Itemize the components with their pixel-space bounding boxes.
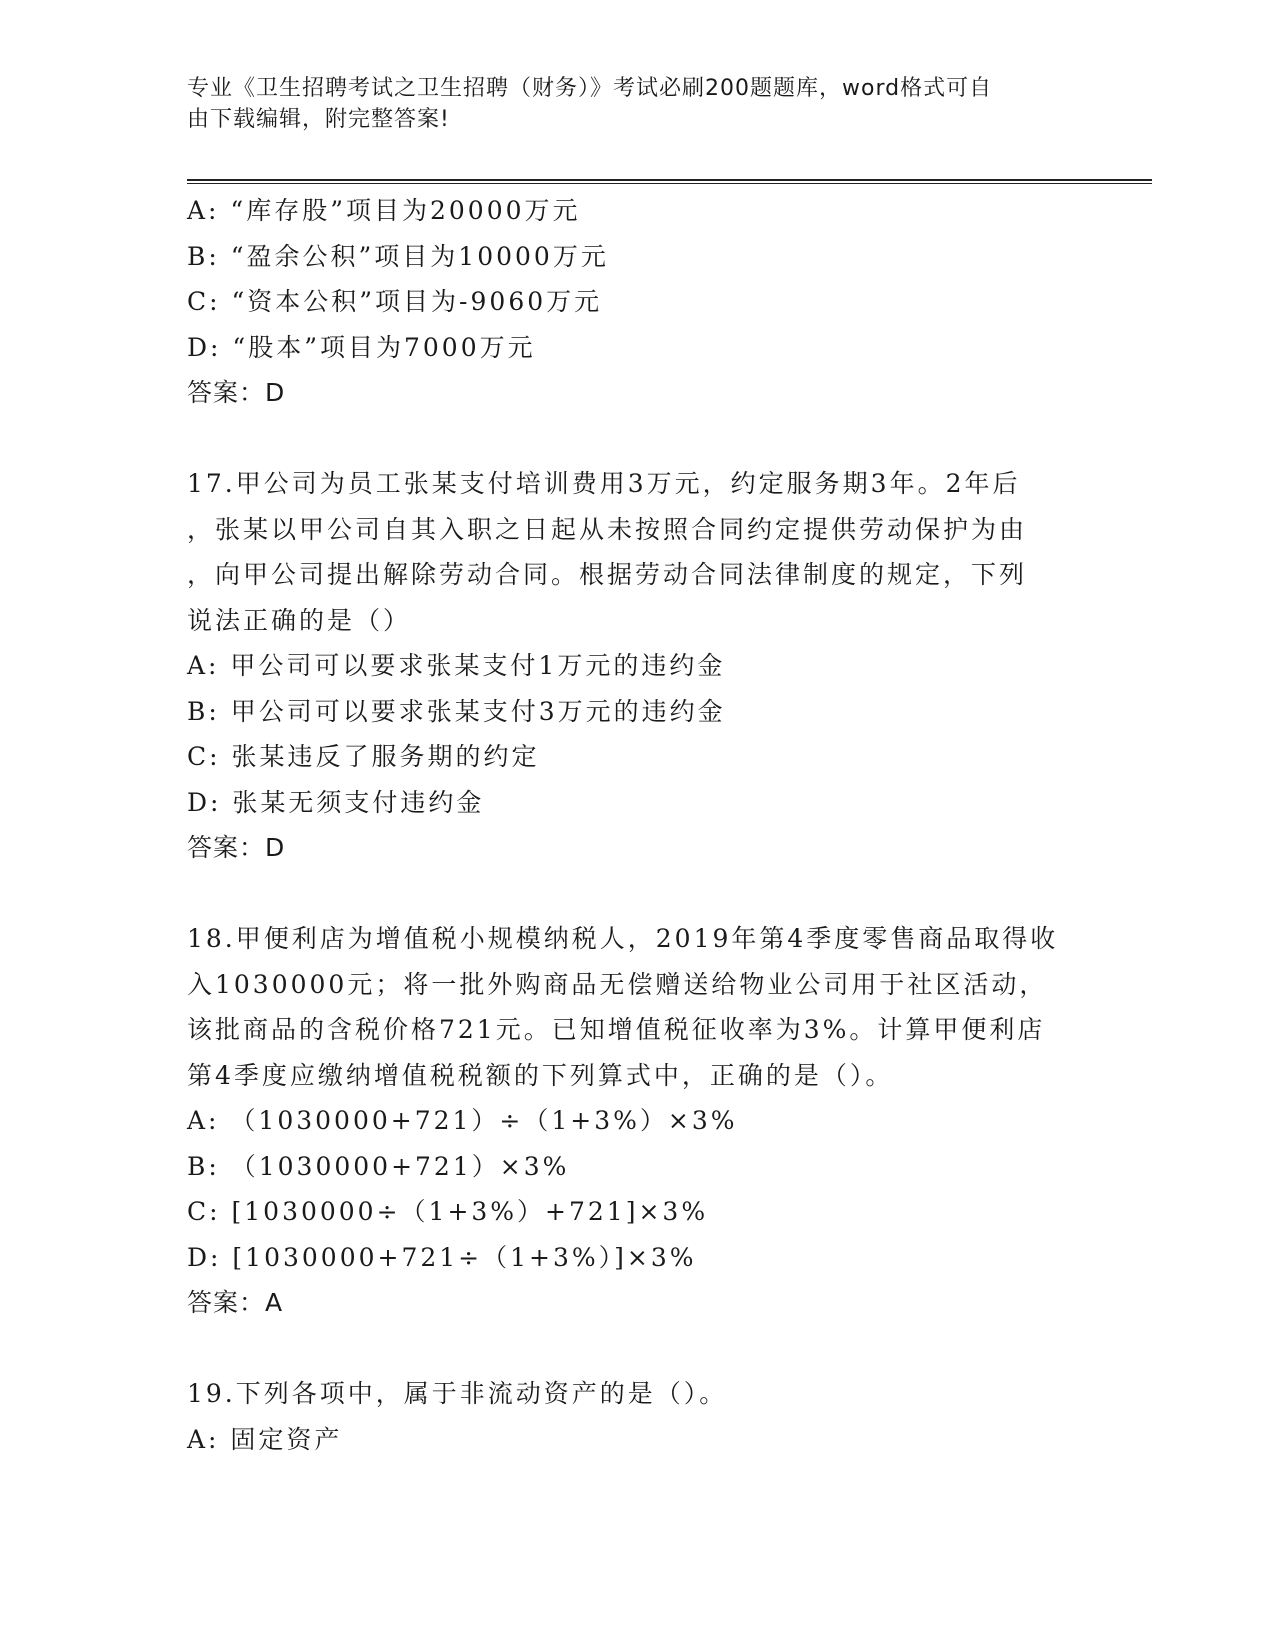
question-list [187, 188, 1087, 1462]
question-stem-line: 入1030000元；将一批外购商品无偿赠送给物业公司用于社区活动， [187, 969, 1048, 999]
question-stem-line: ，张某以甲公司自其入职之日起从未按照合同约定提供劳动保护为由 [187, 514, 1028, 544]
question-17 [187, 461, 1087, 871]
spacer [187, 416, 1087, 462]
option-a: A: （1030000+721）÷（1+3%）×3% [187, 1106, 738, 1135]
question-stem-line: 第4季度应缴纳增值税税额的下列算式中，正确的是（）。 [187, 1060, 894, 1090]
option-a: A: 固定资产 [187, 1424, 343, 1454]
answer-label: 答案：A [187, 1288, 284, 1317]
header-line-1: 专业《卫生招聘考试之卫生招聘（财务）》考试必刷200题题库，word格式可自 [187, 76, 993, 101]
question-19 [187, 1371, 1087, 1462]
option-a: A: “库存股”项目为20000万元 [187, 196, 581, 225]
option-b: B: “盈余公积”项目为10000万元 [187, 241, 609, 271]
question-stem-line: ，向甲公司提出解除劳动合同。根据劳动合同法律制度的规定，下列 [187, 560, 1028, 589]
option-b: B: 甲公司可以要求张某支付3万元的违约金 [187, 696, 726, 726]
question-stem-line: 17.甲公司为员工张某支付培训费用3万元，约定服务期3年。2年后 [187, 469, 1021, 498]
answer-label: 答案：D [187, 833, 286, 862]
option-c: C: [1030000÷（1+3%）+721]×3% [187, 1197, 709, 1226]
header-line-2: 由下载编辑，附完整答案! [187, 107, 450, 132]
option-d: D: 张某无须支付违约金 [187, 787, 485, 817]
answer-label: 答案：D [187, 378, 286, 407]
spacer [187, 1326, 1087, 1372]
option-b: B: （1030000+721）×3% [187, 1151, 570, 1181]
question-stem-line: 19.下列各项中，属于非流动资产的是（）。 [187, 1379, 728, 1408]
question-18 [187, 916, 1087, 1326]
option-a: A: 甲公司可以要求张某支付1万元的违约金 [187, 651, 726, 680]
option-d: D: “股本”项目为7000万元 [187, 332, 536, 362]
question-stem-line: 18.甲便利店为增值税小规模纳税人，2019年第4季度零售商品取得收 [187, 924, 1059, 953]
option-d: D: [1030000+721÷（1+3%）]×3% [187, 1242, 697, 1272]
question-stem-line: 说法正确的是（） [187, 605, 412, 635]
header-divider [187, 179, 1152, 184]
question-stem-line: 该批商品的含税价格721元。已知增值税征收率为3%。计算甲便利店 [187, 1015, 1046, 1044]
spacer [187, 871, 1087, 917]
option-c: C: “资本公积”项目为-9060万元 [187, 287, 603, 316]
question-16 [187, 188, 1087, 416]
option-c: C: 张某违反了服务期的约定 [187, 742, 540, 771]
document-header [187, 73, 1087, 135]
